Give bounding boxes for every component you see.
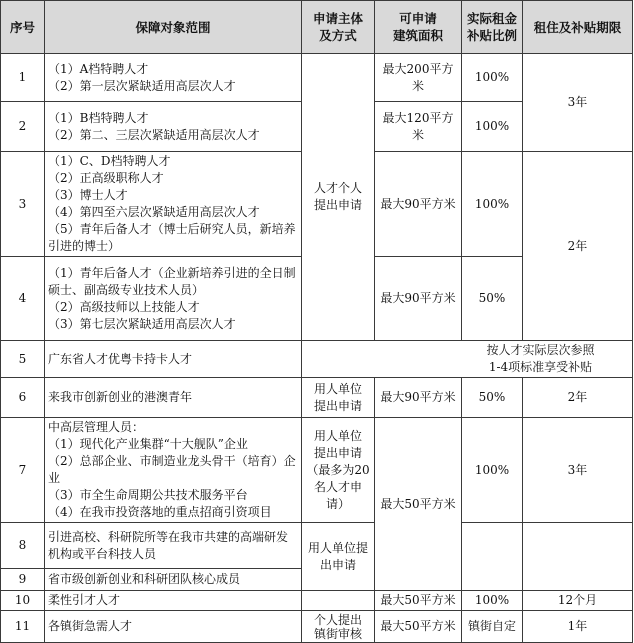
applicant-cell bbox=[302, 611, 375, 643]
scope-line: （3）博士人才 bbox=[48, 188, 128, 202]
header-area-line: 可申请 bbox=[399, 11, 437, 26]
applicant-cell bbox=[302, 591, 375, 611]
merged-note-line: 1-4项标准享受补贴 bbox=[488, 360, 593, 374]
header-applicant-line: 及方式 bbox=[319, 28, 357, 43]
scope-line: （1）A档特聘人才 bbox=[48, 61, 149, 76]
ratio-cell: 50% bbox=[462, 257, 523, 341]
table-row bbox=[1, 611, 633, 643]
scope-line: （3）市全生命周期公共技术服务平台 bbox=[48, 488, 248, 502]
applicant-cell bbox=[302, 54, 375, 341]
header-ratio bbox=[462, 1, 523, 54]
seq-cell: 2 bbox=[1, 102, 45, 152]
area-cell: 最大90平方米 bbox=[375, 152, 462, 257]
ratio-cell bbox=[462, 523, 523, 591]
area-cell: 最大200平方米 bbox=[375, 54, 462, 102]
header-row bbox=[1, 1, 633, 54]
seq-cell: 6 bbox=[1, 378, 45, 418]
applicant-line: 提出申请 bbox=[313, 445, 362, 460]
applicant-line: 个人提出 bbox=[313, 612, 362, 627]
applicant-cell bbox=[302, 378, 375, 418]
period-cell: 12个月 bbox=[523, 591, 633, 611]
applicant-line: 提出申请 bbox=[313, 398, 362, 413]
ratio-cell: 100% bbox=[462, 418, 523, 523]
ratio-cell: 50% bbox=[462, 378, 523, 418]
applicant-line: 人才个人 bbox=[313, 181, 362, 195]
scope-cell: 引进高校、科研院所等在我市共建的高端研发机构或平台科技人员 bbox=[45, 523, 302, 569]
scope-cell: 省市级创新创业和科研团队核心成员 bbox=[45, 569, 302, 591]
scope-line: （1）C、D档特聘人才 bbox=[48, 154, 171, 168]
ratio-cell: 镇街自定 bbox=[462, 611, 523, 643]
scope-cell bbox=[45, 54, 302, 102]
period-cell: 2年 bbox=[523, 152, 633, 341]
table-row bbox=[1, 523, 633, 569]
seq-cell: 9 bbox=[1, 569, 45, 591]
scope-line: （2）第二、三层次紧缺适用高层次人才 bbox=[48, 127, 260, 142]
applicant-line: 镇街审核 bbox=[313, 626, 362, 641]
table-row bbox=[1, 418, 633, 523]
scope-line: 中高层管理人员： bbox=[48, 420, 145, 434]
period-cell: 2年 bbox=[523, 378, 633, 418]
scope-line: （4）在我市投资落地的重点招商引资项目 bbox=[48, 505, 272, 519]
applicant-line: 用人单位 bbox=[313, 428, 362, 443]
scope-cell: 各镇街急需人才 bbox=[45, 611, 302, 643]
header-area-line: 建筑面积 bbox=[392, 28, 443, 43]
header-applicant-line: 申请主体 bbox=[312, 11, 363, 26]
ratio-cell: 100% bbox=[462, 152, 523, 257]
scope-line: （1）青年后备人才（企业新培养引进的全日制硕士、副高级专业技术人员） bbox=[48, 265, 296, 297]
scope-line: （2）总部企业、市制造业龙头骨干（培育）企业 bbox=[48, 454, 296, 485]
table-row bbox=[1, 378, 633, 418]
applicant-line: 名人才申 bbox=[313, 479, 362, 494]
applicant-line: （最多为20 bbox=[306, 462, 370, 477]
header-period: 租住及补贴期限 bbox=[523, 1, 633, 54]
applicant-line: 请） bbox=[325, 496, 350, 511]
header-area bbox=[375, 1, 462, 54]
ratio-cell: 100% bbox=[462, 102, 523, 152]
area-cell: 最大50平方米 bbox=[375, 591, 462, 611]
applicant-line: 提出申请 bbox=[313, 198, 362, 212]
scope-line: （2）正高级职称人才 bbox=[48, 171, 164, 185]
ratio-cell: 100% bbox=[462, 54, 523, 102]
seq-cell: 7 bbox=[1, 418, 45, 523]
seq-cell: 8 bbox=[1, 523, 45, 569]
merged-note-line: 按人才实际层次参照 bbox=[486, 343, 595, 357]
scope-line: （1）B档特聘人才 bbox=[48, 110, 149, 125]
scope-line: （5）青年后备人才（博士后研究人员，新培养引进的博士） bbox=[48, 222, 296, 253]
seq-cell: 5 bbox=[1, 341, 45, 378]
scope-cell bbox=[45, 257, 302, 341]
applicant-line: 用人单位 bbox=[313, 381, 362, 396]
scope-cell bbox=[45, 418, 302, 523]
table-row bbox=[1, 54, 633, 102]
scope-cell bbox=[45, 152, 302, 257]
period-cell bbox=[523, 523, 633, 591]
header-ratio-line: 实际租金 bbox=[466, 11, 517, 26]
scope-cell: 来我市创新创业的港澳青年 bbox=[45, 378, 302, 418]
area-cell: 最大90平方米 bbox=[375, 257, 462, 341]
period-cell: 3年 bbox=[523, 418, 633, 523]
header-scope: 保障对象范围 bbox=[45, 1, 302, 54]
period-cell: 3年 bbox=[523, 54, 633, 152]
area-cell: 最大90平方米 bbox=[375, 378, 462, 418]
scope-line: （3）第七层次紧缺适用高层次人才 bbox=[48, 316, 236, 331]
scope-line: （2）高级技师以上技能人才 bbox=[48, 299, 200, 314]
seq-cell: 1 bbox=[1, 54, 45, 102]
seq-cell: 3 bbox=[1, 152, 45, 257]
table-row bbox=[1, 341, 633, 378]
scope-cell bbox=[45, 102, 302, 152]
area-cell: 最大50平方米 bbox=[375, 418, 462, 591]
applicant-cell bbox=[302, 418, 375, 523]
area-cell: 最大50平方米 bbox=[375, 611, 462, 643]
scope-line: （2）第一层次紧缺适用高层次人才 bbox=[48, 78, 236, 93]
merged-note-cell bbox=[302, 341, 633, 378]
scope-line: （4）第四至六层次紧缺适用高层次人才 bbox=[48, 205, 260, 219]
scope-cell: 柔性引才人才 bbox=[45, 591, 302, 611]
seq-cell: 4 bbox=[1, 257, 45, 341]
header-applicant bbox=[302, 1, 375, 54]
applicant-line: 用人单位提 bbox=[307, 540, 368, 555]
scope-line: （1）现代化产业集群“十大舰队”企业 bbox=[48, 437, 248, 451]
header-seq: 序号 bbox=[1, 1, 45, 54]
ratio-cell: 100% bbox=[462, 591, 523, 611]
scope-cell: 广东省人才优粤卡持卡人才 bbox=[45, 341, 302, 378]
header-ratio-line: 补贴比例 bbox=[466, 28, 517, 43]
area-cell: 最大120平方米 bbox=[375, 102, 462, 152]
seq-cell: 10 bbox=[1, 591, 45, 611]
applicant-line: 出申请 bbox=[319, 557, 356, 572]
seq-cell: 11 bbox=[1, 611, 45, 643]
applicant-cell bbox=[302, 523, 375, 591]
table-row bbox=[1, 591, 633, 611]
period-cell: 1年 bbox=[523, 611, 633, 643]
